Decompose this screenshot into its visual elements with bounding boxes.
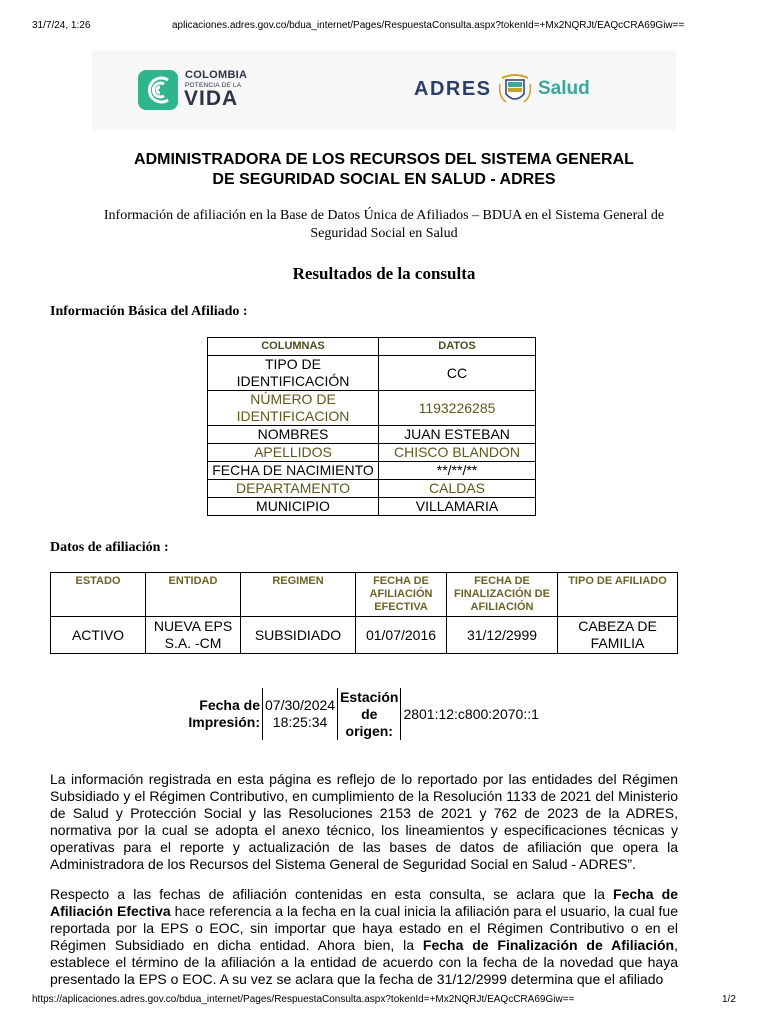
salud-logo-text: Salud [538, 78, 590, 99]
colombia-logo-subtext: POTENCIA DE LA [185, 82, 242, 89]
row-label: MUNICIPIO [208, 498, 379, 516]
affiliation-table [50, 572, 678, 654]
column-header-fecha-afiliacion: FECHA DE AFILIACIÓN EFECTIVA [356, 573, 447, 617]
row-label: APELLIDOS [208, 444, 379, 462]
table-row [208, 480, 536, 498]
results-heading: Resultados de la consulta [292, 264, 476, 283]
table-row [208, 356, 536, 391]
row-value: 1193226285 [379, 391, 536, 426]
column-header-datos: DATOS [379, 338, 536, 356]
table-row [208, 391, 536, 426]
colombia-logo-text: COLOMBIA [185, 69, 248, 81]
row-label: TIPO DE IDENTIFICACIÓN [208, 356, 379, 391]
print-date-value: 07/30/2024 18:25:34 [263, 688, 338, 740]
print-date-label: Fecha de Impresión: [188, 697, 260, 730]
row-value: **/**/** [379, 462, 536, 480]
row-label: DEPARTAMENTO [208, 480, 379, 498]
page-number: 1/2 [722, 994, 736, 1005]
subtitle-line-1: Información de afiliación en la Base de Datos Única de Afiliados – BDUA en el Sistema General de [103, 208, 665, 223]
column-header-entidad: ENTIDAD [146, 573, 241, 617]
colombia-potencia-vida-logo [138, 68, 248, 112]
print-info-table [186, 688, 541, 740]
paragraph-2-bold-2: Fecha de Finalización de Afiliación [422, 937, 675, 953]
paragraph-2-text-1: Respecto a las fechas de afiliación contenidas en esta consulta, se aclara que la [50, 886, 614, 902]
row-label: NOMBRES [208, 426, 379, 444]
table-row [208, 462, 536, 480]
colombia-logo-vida: VIDA [184, 87, 239, 110]
adres-salud-logo [412, 68, 592, 112]
station-label: Estación de origen: [338, 688, 401, 740]
basic-info-table [207, 337, 536, 516]
row-value: CHISCO BLANDON [379, 444, 536, 462]
colombia-emblem-icon [138, 68, 182, 112]
table-row [208, 426, 536, 444]
disclaimer-paragraph-2 [50, 886, 678, 988]
row-value: JUAN ESTEBAN [379, 426, 536, 444]
cell-estado: ACTIVO [51, 617, 146, 654]
table-row [208, 498, 536, 516]
cell-entidad: NUEVA EPS S.A. -CM [146, 617, 241, 654]
page-title [40, 150, 728, 190]
title-line-1: ADMINISTRADORA DE LOS RECURSOS DEL SISTEMA GENERAL [134, 151, 634, 168]
table-row [208, 444, 536, 462]
paragraph-2-text-2: hace referencia a la fecha en la cual inicia la afiliación para el usuario, la cual fue reportada por la EPS o EOC, sin importar que haya estado en el Régimen Contributivo o en el Régimen Subsidiado en dicha entidad. Ahora bien, la [50, 903, 679, 953]
station-value: 2801:12:c800:2070::1 [403, 705, 539, 722]
cell-tipo-afiliado: CABEZA DE FAMILIA [558, 617, 678, 654]
row-value: CALDAS [379, 480, 536, 498]
cell-fecha-afiliacion: 01/07/2016 [356, 617, 447, 654]
subtitle-line-2: Seguridad Social en Salud [310, 226, 458, 241]
row-label: FECHA DE NACIMIENTO [208, 462, 379, 480]
paragraph-2-bold-1: Fecha de Afiliación Efectiva [50, 886, 678, 919]
table-row [51, 617, 678, 654]
column-header-fecha-finalizacion: FECHA DE FINALIZACIÓN DE AFILIACIÓN [447, 573, 558, 617]
paragraph-2-text-3: , establece el término de la afiliación a la entidad de acuerdo con la fecha de la novedad que haya presentado la EPS o EOC. A su vez se aclara que la fecha de 31/12/2999 determina que el afiliado [50, 937, 678, 987]
cell-fecha-finalizacion: 31/12/2999 [447, 617, 558, 654]
print-footer-url: https://aplicaciones.adres.gov.co/bdua_internet/Pages/RespuestaConsulta.aspx?tokenId=+Mx2NQRJt/EAQcCRA69Giw== [32, 994, 575, 1005]
column-header-tipo-afiliado: TIPO DE AFILIADO [558, 573, 678, 617]
basic-info-label: Información Básica del Afiliado : [50, 304, 248, 319]
column-header-columnas: COLUMNAS [208, 338, 379, 356]
print-url: aplicaciones.adres.gov.co/bdua_internet/Pages/RespuestaConsulta.aspx?tokenId=+Mx2NQRJt/EAQcCRA69Giw== [172, 20, 685, 31]
disclaimer-paragraph-1: La información registrada en esta página es reflejo de lo reportado por las entidades del Régimen Subsidiado y el Régimen Contributivo, en cumplimiento de la Resolución 1133 de 2021 del Ministerio de Salud y Protección Social y las Resoluciones 2153 de 2021 y 762 de 2023 de la ADRES, normativa por la cual se adopta el anexo técnico, los lineamientos y especificaciones técnicas y operativas para el reporte y actualización de las bases de datos de afiliación que opera la Administradora de los Recursos del Sistema General de Seguridad Social en Salud - ADRES”. [50, 771, 678, 872]
row-label: NÚMERO DE IDENTIFICACION [208, 391, 379, 426]
affiliation-label: Datos de afiliación : [50, 540, 169, 555]
row-value: VILLAMARIA [379, 498, 536, 516]
print-datetime: 31/7/24, 1:26 [32, 20, 91, 31]
title-line-2: DE SEGURIDAD SOCIAL EN SALUD - ADRES [212, 171, 556, 188]
cell-regimen: SUBSIDIADO [241, 617, 356, 654]
coat-of-arms-icon [496, 70, 534, 110]
column-header-regimen: REGIMEN [241, 573, 356, 617]
row-value: CC [379, 356, 536, 391]
adres-logo-text: ADRES [414, 78, 492, 100]
page-subtitle [40, 207, 728, 243]
column-header-estado: ESTADO [51, 573, 146, 617]
